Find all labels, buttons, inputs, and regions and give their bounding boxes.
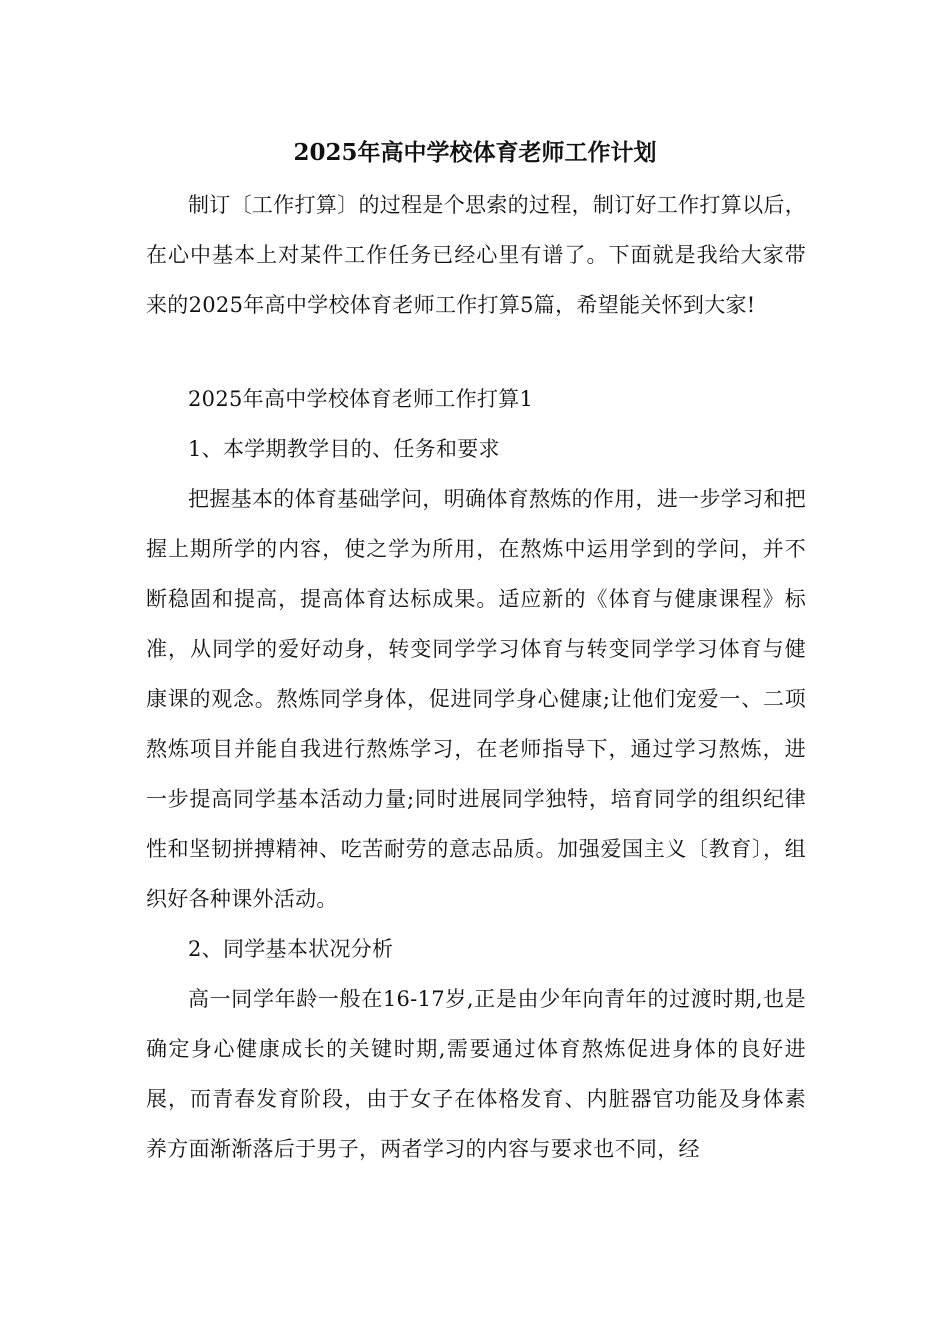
intro-paragraph: 制订〔工作打算〕的过程是个思索的过程，制订好工作打算以后，在心中基本上对某件工作任务已经心里有谱了。下面就是我给大家带来的2025年高中学校体育老师工作打算5篇，希望能关怀到大家!: [146, 193, 806, 317]
section-title: 2025年高中学校体育老师工作打算1: [188, 387, 534, 411]
item2-paragraph: 高一同学年龄一般在16-17岁,正是由少年向青年的过渡时期,也是确定身心健康成长的关键时期,需要通过体育熬炼促进身体的良好进展，而青春发育阶段，由于女子在体格发育、内脏器官功能及身体素养方面渐渐落后于男子，两者学习的内容与要求也不同，经: [146, 987, 806, 1161]
document-body: [146, 180, 806, 1174]
item1-paragraph: 把握基本的体育基础学问，明确体育熬炼的作用，进一步学习和把握上期所学的内容，使之学为所用，在熬炼中运用学到的学问，并不断稳固和提高，提高体育达标成果。适应新的《体育与健康课程》标准，从同学的爱好动身，转变同学学习体育与转变同学学习体育与健康课的观念。熬炼同学身体，促进同学身心健康;让他们宠爱一、二项熬炼项目并能自我进行熬炼学习，在老师指导下，通过学习熬炼，进一步提高同学基本活动力量;同时进展同学独特，培育同学的组织纪律性和坚韧拼搏精神、吃苦耐劳的意志品质。加强爱国主义〔教育〕，组织好各种课外活动。: [146, 487, 806, 911]
document-title: 2025年高中学校体育老师工作计划: [293, 139, 657, 166]
item1-heading: 1、本学期教学目的、任务和要求: [188, 437, 500, 461]
item2-heading: 2、同学基本状况分析: [188, 937, 394, 961]
